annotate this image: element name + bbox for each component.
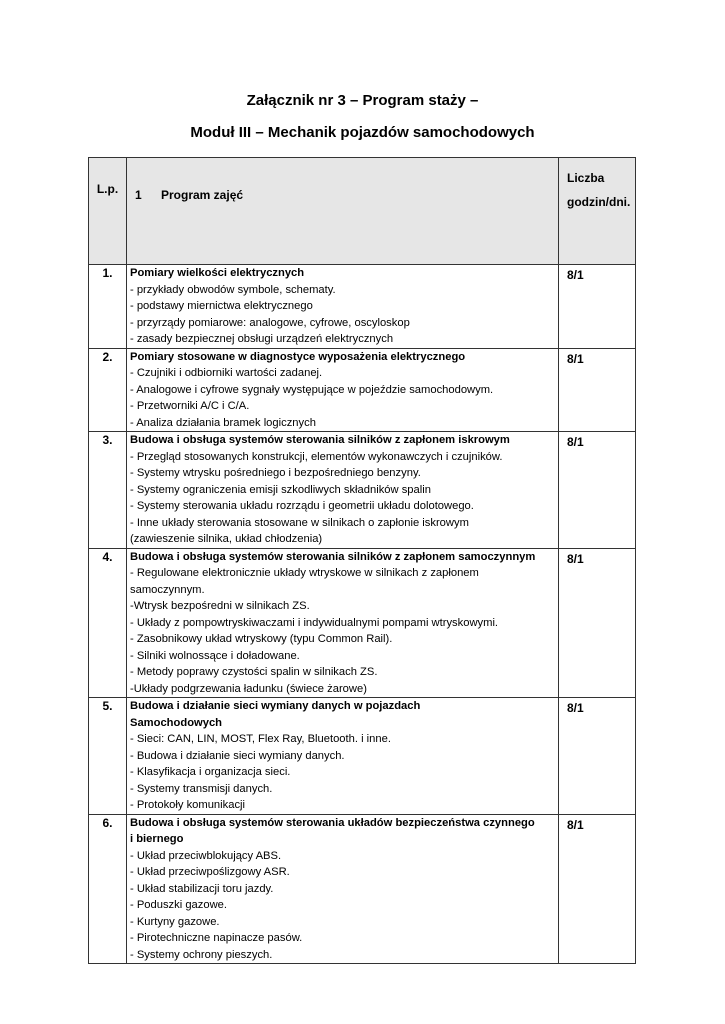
program-table	[88, 157, 636, 964]
table-row	[89, 265, 636, 349]
row-item: - przyrządy pomiarowe: analogowe, cyfrowe, oscyloskop	[130, 316, 410, 329]
row-item: - Systemy sterowania układu rozrządu i geometrii układu dolotowego.	[130, 500, 474, 512]
row-item: - Przegląd stosowanych konstrukcji, elementów wykonawczych i czujników.	[130, 450, 503, 463]
row-item: - Układ przeciwblokujący ABS.	[130, 849, 282, 862]
row-item: - Kurtyny gazowe.	[130, 915, 220, 928]
row-hours: 8/1	[559, 432, 636, 549]
row-content	[127, 548, 559, 698]
row-item: - Klasyfikacja i organizacja sieci.	[130, 766, 291, 778]
table-row	[89, 548, 636, 698]
header-hours	[559, 158, 636, 265]
row-heading: Pomiary stosowane w diagnostyce wyposażenia elektrycznego	[130, 350, 466, 363]
row-item: - Silniki wolnossące i doładowane.	[130, 649, 300, 662]
row-number: 2.	[89, 348, 127, 432]
row-heading: Pomiary wielkości elektrycznych	[130, 267, 305, 279]
row-item: - Układy z pompowtryskiwaczami i indywidualnymi pompami wtryskowymi.	[130, 616, 499, 629]
row-content	[127, 432, 559, 549]
row-item: - Systemy ograniczenia emisji szkodliwych składników spalin	[130, 483, 431, 496]
row-item: - zasady bezpiecznej obsługi urządzeń elektrycznych	[130, 333, 394, 345]
table-row	[89, 432, 636, 549]
row-hours: 8/1	[559, 348, 636, 432]
row-item: - Poduszki gazowe.	[130, 899, 228, 911]
document-subtitle: Moduł III – Mechanik pojazdów samochodowych	[190, 124, 535, 141]
row-content	[127, 814, 559, 964]
row-content	[127, 348, 559, 432]
row-item: - przykłady obwodów symbole, schematy.	[130, 283, 336, 296]
row-hours: 8/1	[559, 698, 636, 815]
row-item: - Protokoły komunikacji	[130, 799, 246, 811]
row-item: - Inne układy sterowania stosowane w silnikach o zapłonie iskrowym	[130, 516, 469, 529]
row-item: - podstawy miernictwa elektrycznego	[130, 300, 313, 312]
header-program	[127, 158, 559, 265]
row-item: - Systemy transmisji danych.	[130, 782, 273, 795]
table-row	[89, 814, 636, 964]
row-item: - Analiza działania bramek logicznych	[130, 416, 316, 429]
row-item: samoczynnym.	[130, 583, 205, 596]
row-item: -Układy podgrzewania ładunku (świece żarowe)	[130, 682, 367, 695]
row-heading: i biernego	[130, 833, 184, 845]
row-heading: Samochodowych	[130, 716, 223, 729]
row-item: - Układ stabilizacji toru jazdy.	[130, 882, 274, 895]
header-lp: L.p.	[89, 158, 127, 265]
row-number: 3.	[89, 432, 127, 549]
header-program-label: Program zajęć	[161, 188, 244, 202]
row-item: - Systemy ochrony pieszych.	[130, 948, 273, 961]
row-item: -Wtrysk bezpośredni w silnikach ZS.	[130, 600, 310, 612]
row-content	[127, 698, 559, 815]
row-item: - Analogowe i cyfrowe sygnały występujące w pojeździe samochodowym.	[130, 383, 494, 396]
row-number: 6.	[89, 814, 127, 964]
row-heading: Budowa i obsługa systemów sterowania układów bezpieczeństwa czynnego	[130, 816, 535, 829]
row-number: 1.	[89, 265, 127, 349]
header-program-number: 1	[135, 188, 142, 202]
row-item: - Budowa i działanie sieci wymiany danych.	[130, 749, 345, 762]
row-item: - Czujniki i odbiorniki wartości zadanej.	[130, 367, 323, 379]
row-number: 5.	[89, 698, 127, 815]
header-hours-line2: godzin/dni.	[567, 195, 631, 209]
row-content	[127, 265, 559, 349]
row-item: - Przetworniki A/C i C/A.	[130, 400, 250, 412]
header-hours-line1: Liczba	[567, 171, 605, 185]
table-header-row	[89, 158, 636, 265]
table-row	[89, 348, 636, 432]
row-heading: Budowa i obsługa systemów sterowania silników z zapłonem iskrowym	[130, 434, 510, 446]
row-item: - Sieci: CAN, LIN, MOST, Flex Ray, Bluetooth. i inne.	[130, 733, 391, 745]
row-hours: 8/1	[559, 814, 636, 964]
row-heading: Budowa i obsługa systemów sterowania silników z zapłonem samoczynnym	[130, 550, 536, 563]
row-hours: 8/1	[559, 548, 636, 698]
row-item: - Systemy wtrysku pośredniego i bezpośredniego benzyny.	[130, 467, 421, 479]
row-hours: 8/1	[559, 265, 636, 349]
row-item: (zawieszenie silnika, układ chłodzenia)	[130, 533, 323, 545]
table-row	[89, 698, 636, 815]
row-number: 4.	[89, 548, 127, 698]
row-item: - Zasobnikowy układ wtryskowy (typu Common Rail).	[130, 633, 393, 645]
row-item: - Regulowane elektronicznie układy wtryskowe w silnikach z zapłonem	[130, 567, 479, 579]
row-item: - Układ przeciwpoślizgowy ASR.	[130, 866, 290, 878]
document-title: Załącznik nr 3 – Program staży –	[246, 92, 479, 109]
row-heading: Budowa i działanie sieci wymiany danych w pojazdach	[130, 700, 421, 712]
row-item: - Metody poprawy czystości spalin w silnikach ZS.	[130, 666, 378, 678]
row-item: - Pirotechniczne napinacze pasów.	[130, 932, 303, 944]
